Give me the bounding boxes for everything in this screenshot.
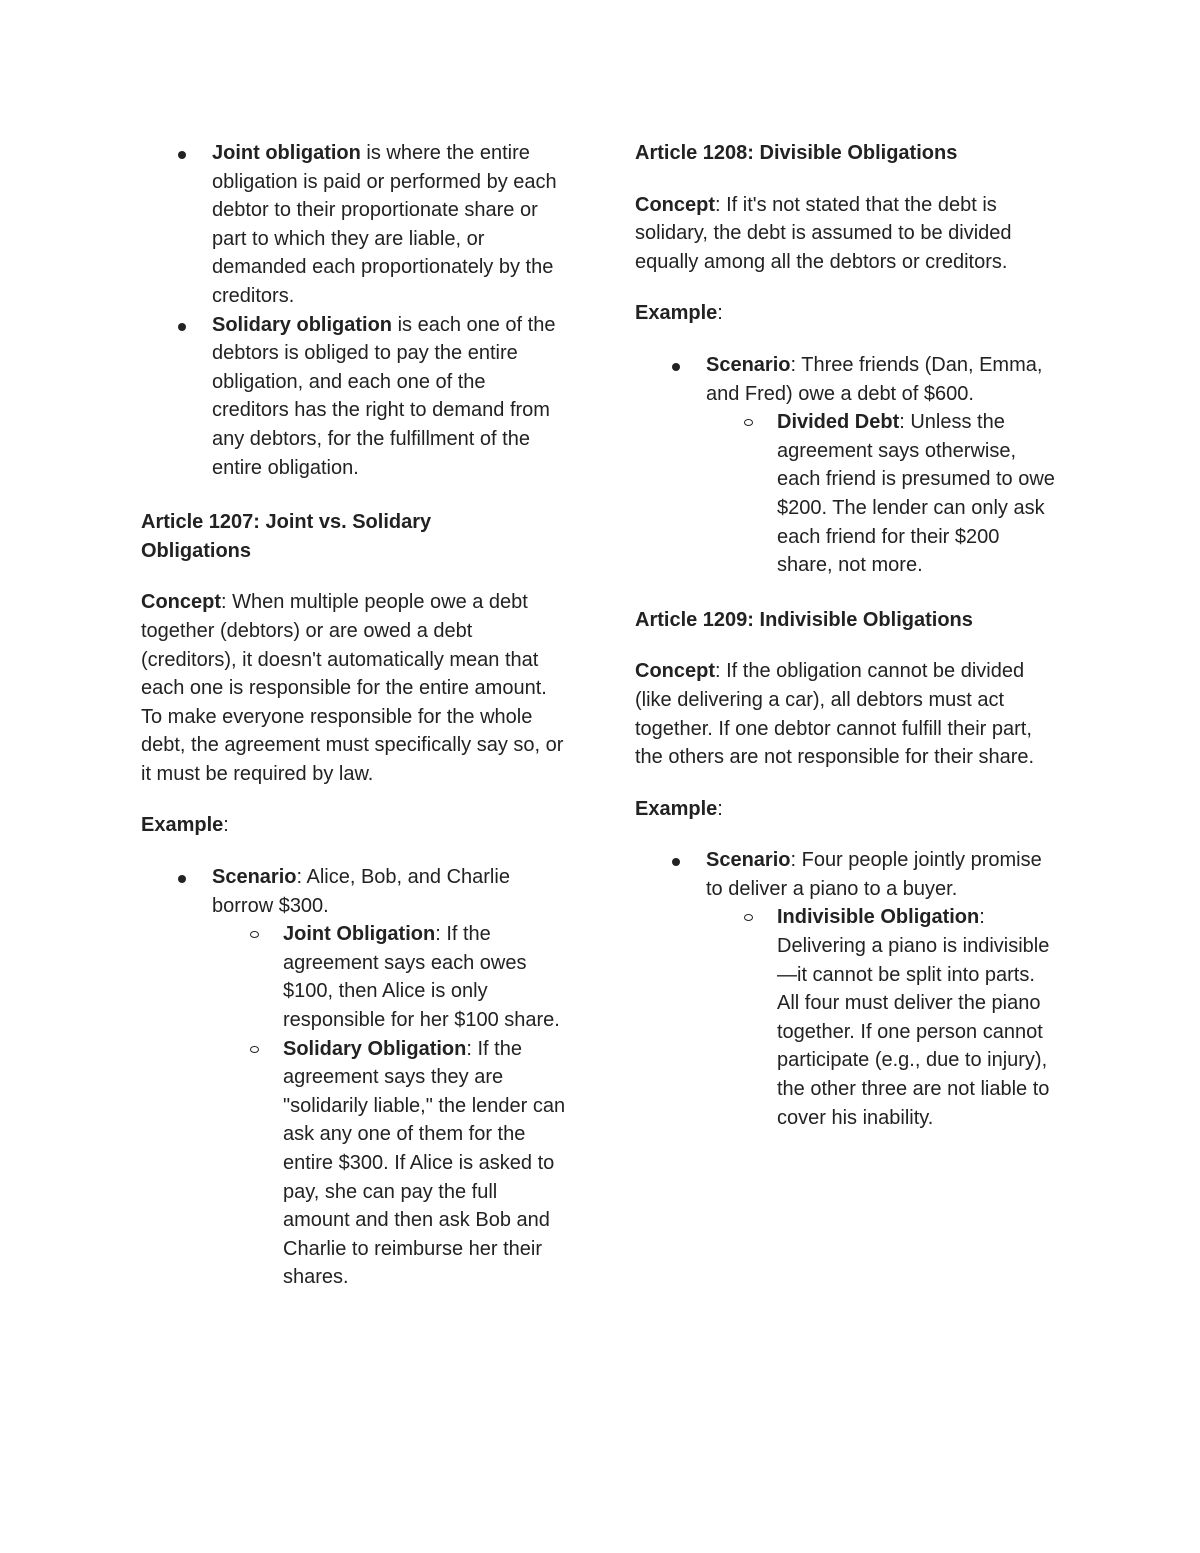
concept-text: : When multiple people owe a debt together (debtors) or are owed a debt (creditors), it doesn't automatically mean that each one is responsible for the entire amount. To make everyone responsible for the whole debt, the agreement must specifically say so, or it must be required by law. [141,591,564,785]
article-1208-example-list [635,351,1060,580]
scenario-text: : Four people jointly promise to deliver a piano to a buyer. [706,849,1042,900]
article-1208-heading: Article 1208: Divisible Obligations [635,142,958,164]
article-1208-concept [635,191,1060,277]
definition-text: is where the entire obligation is paid or performed by each debtor to their proportionate share or part to which they are liable, or demanded each proportionately by the creditors. [212,142,557,307]
example-label: Example [141,814,224,837]
list-item [635,846,1060,1132]
example-colon: : [223,814,229,837]
sub-text: : If the agreement says they are "solidarily liable," the lender can ask any one of them for the entire $300. If Alice is asked to pay, she can pay the full amount and then ask Bob and Charlie to reimburse her their shares. [283,1037,566,1289]
list-item [141,311,566,483]
scenario-text: : Alice, Bob, and Charlie borrow $300. [212,866,510,917]
scenario-text: : Three friends (Dan, Emma, and Fred) owe a debt of $600. [706,353,1043,405]
sub-list [706,408,1060,580]
sub-list-item [706,903,1060,1132]
example-colon: : [717,302,723,325]
sub-list-item [212,1035,566,1292]
sub-text: : Delivering a piano is indivisible—it cannot be split into parts. All four must deliver the piano together. If one person cannot participate (e.g., due to injury), the other three are not liable to cover his inability. [777,906,1050,1129]
left-column [141,139,566,1292]
term: Joint Obligation [283,923,436,946]
sub-list [212,920,566,1292]
example-label: Example [635,797,718,820]
definitions-list [141,139,566,482]
article-1207-heading: Article 1207: Joint vs. Solidary Obligations [141,511,432,562]
concept-label: Concept [635,193,715,216]
article-1209-heading: Article 1209: Indivisible Obligations [635,608,973,631]
article-1208-example-label [635,299,1060,328]
article-1209-example-label [635,795,1060,824]
example-colon: : [717,797,723,820]
scenario-label: Scenario [706,353,791,376]
term: Divided Debt [777,411,900,434]
term: Solidary Obligation [283,1037,467,1060]
sub-text: : If the agreement says each owes $100, then Alice is only responsible for her $100 share. [283,923,560,1032]
term: Indivisible Obligation [777,906,980,929]
article-1207-concept [141,588,566,788]
term: Solidary obligation [212,313,393,336]
article-1207-example-label [141,811,566,840]
definition-text: is each one of the debtors is obliged to pay the entire obligation, and each one of the creditors has the right to demand from any debtors, for the fulfillment of the entire obligation. [212,313,556,479]
concept-label: Concept [141,591,221,614]
example-label: Example [635,302,718,325]
scenario-label: Scenario [706,849,791,872]
concept-text: : If it's not stated that the debt is solidary, the debt is assumed to be divided equally among all the debtors or creditors. [635,193,1012,273]
sub-list [706,903,1060,1132]
right-column [635,139,1060,1132]
term: Joint obligation [212,142,361,164]
scenario-label: Scenario [212,866,297,889]
article-1209-concept [635,657,1060,771]
concept-text: : If the obligation cannot be divided (like delivering a car), all debtors must act together. If one debtor cannot fulfill their part, the others are not responsible for their share. [635,660,1035,769]
sub-list-item [706,408,1060,580]
article-1209-example-list [635,846,1060,1132]
concept-label: Concept [635,660,715,683]
list-item [141,863,566,1292]
list-item [635,351,1060,580]
sub-list-item [212,920,566,1034]
sub-text: : Unless the agreement says otherwise, each friend is presumed to owe $200. The lender can only ask each friend for their $200 share, not more. [777,411,1055,577]
list-item [141,139,566,311]
article-1207-example-list [141,863,566,1292]
